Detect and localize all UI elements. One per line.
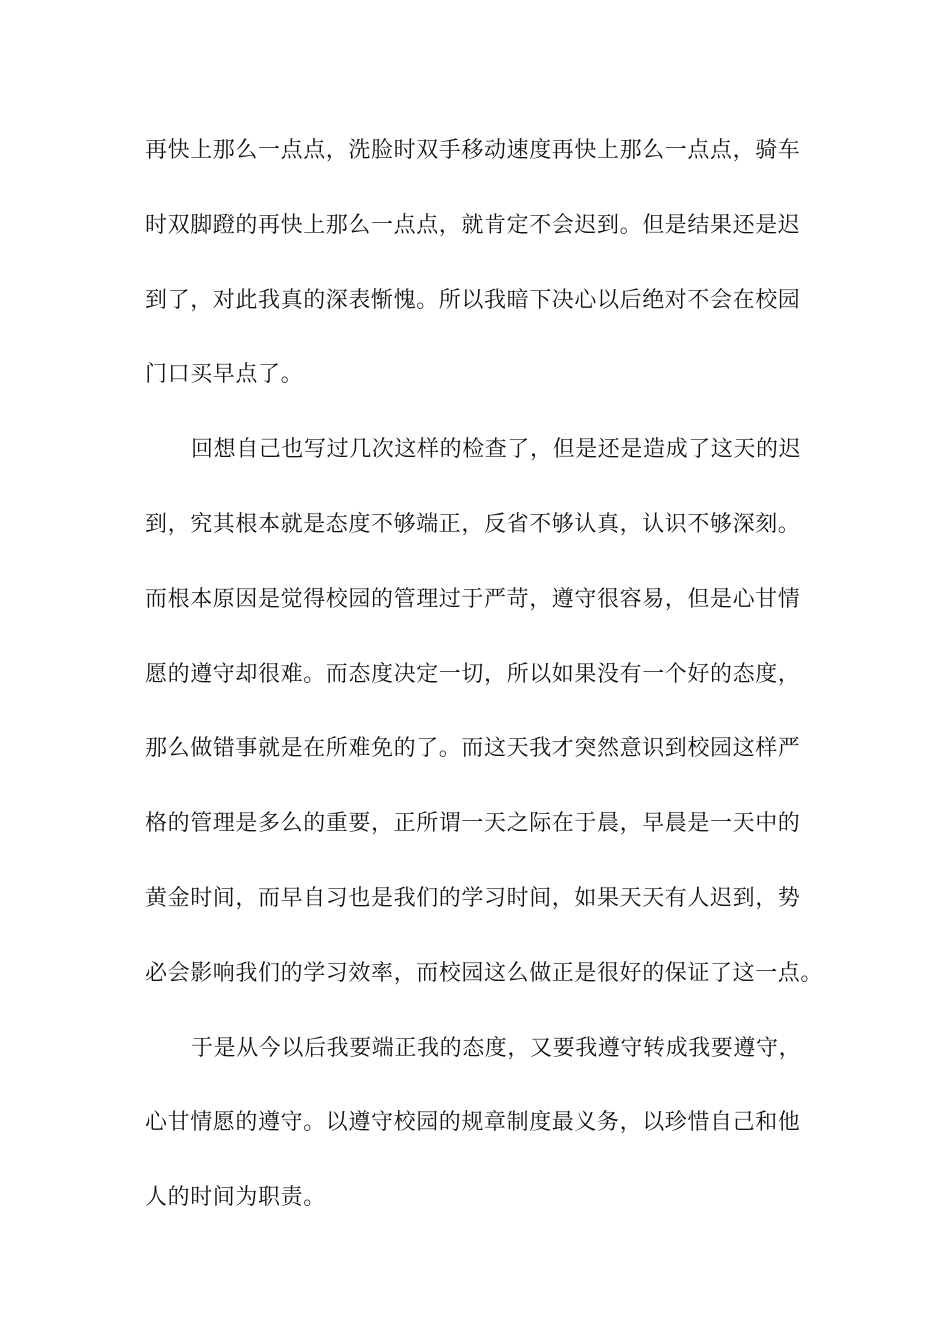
text-line: 那么做错事就是在所难免的了。而这天我才突然意识到校园这样严: [145, 736, 801, 762]
text-line: 时双脚蹬的再快上那么一点点，就肯定不会迟到。但是结果还是迟: [145, 212, 801, 238]
text-line: 必会影响我们的学习效率，而校园这么做正是很好的保证了这一点。: [145, 960, 824, 986]
text-line: 到，究其根本就是态度不够端正，反省不够认真，认识不够深刻。: [145, 511, 801, 537]
document-body: [145, 131, 824, 1253]
text-line: 愿的遵守却很难。而态度决定一切，所以如果没有一个好的态度，: [145, 661, 801, 687]
paragraph-start-line: 回想自己也写过几次这样的检查了，但是还是造成了这天的迟: [191, 437, 802, 463]
text-line: 而根本原因是觉得校园的管理过于严苛，遵守很容易，但是心甘情: [145, 586, 801, 612]
text-line: 再快上那么一点点，洗脸时双手移动速度再快上那么一点点，骑车: [145, 138, 801, 163]
text-line: 心甘情愿的遵守。以遵守校园的规章制度最义务，以珍惜自己和他: [145, 1110, 801, 1136]
text-line: 门口买早点了。: [145, 362, 304, 388]
text-line: 格的管理是多么的重要，正所谓一天之际在于晨，早晨是一天中的: [145, 811, 801, 837]
text-line: 到了，对此我真的深表惭愧。所以我暗下决心以后绝对不会在校园: [145, 287, 801, 313]
text-line: 黄金时间，而早自习也是我们的学习时间，如果天天有人迟到，势: [145, 885, 801, 911]
paragraph-start-line: 于是从今以后我要端正我的态度，又要我遵守转成我要遵守，: [191, 1035, 802, 1061]
text-line: 人的时间为职责。: [145, 1185, 326, 1211]
